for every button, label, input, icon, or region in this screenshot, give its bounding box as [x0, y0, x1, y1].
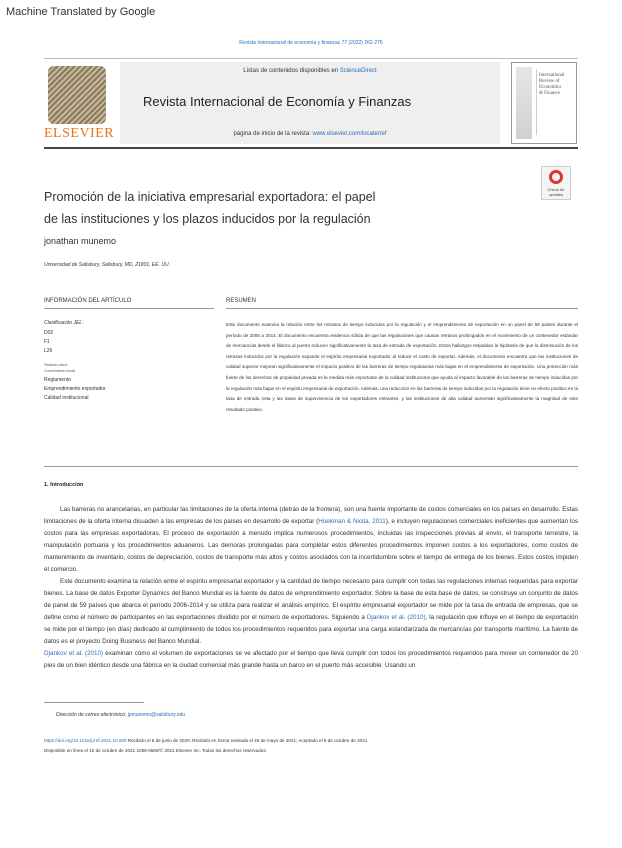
article-info-body	[44, 320, 214, 402]
paper-title	[44, 186, 484, 230]
intro-paragraph-1: Las barreras no arancelarias, en particular las limitaciones de la oferta interna (detrás de la frontera), son una fuente importante de costos comerciales en los países en desarrollo. Estas limitaciones de la oferta interna disuaden a las empresas de los países en desarrollo de exportar (Hoekman & Nicita, 2011), e incluyen regulaciones comerciales ineficientes que aumentan los costos para las empresas exportadoras. El proceso de exportación a menudo implica numerosos procedimientos, incluidas las inspecciones previas al envío, el transporte terrestre, la manipulación portuaria y los procedimientos aduaneros. Las demoras prolongadas para completar estos diferentes procedimientos imponen costos a los exportadores, como costos de mantenimiento de inventario, costos de depreciación, costos de transporte más altos y costos asociados con la incertidumbre sobre el tiempo de entrega de los bienes. Estos costos impiden el comercio.	[44, 506, 579, 573]
author-affiliation: Universidad de Salisbury, Salisbury, MD, 21801, EE. UU.	[44, 262, 170, 268]
cover-title-line: Economics	[539, 85, 562, 90]
abstract-heading: RESUMEN	[226, 298, 257, 304]
author-name: jonathan munemo	[44, 236, 117, 246]
cover-title-line: & Finance	[539, 91, 560, 96]
machine-translation-banner: Machine Translated by Google	[6, 6, 156, 18]
cover-title-line: International	[539, 73, 565, 78]
jel-label: Clasificación JEL:	[44, 320, 84, 326]
email-link[interactable]: jpmunemo@salisbury.edu	[127, 712, 186, 718]
introduction-body	[44, 504, 578, 672]
homepage-prefix: página de inicio de la revista:	[233, 131, 311, 137]
citation-link[interactable]: Djankov et al. (2010)	[366, 614, 426, 621]
paper-title-line: de las instituciones y los plazos inducidos por la regulación	[44, 212, 371, 226]
corresponding-email	[56, 712, 185, 718]
journal-cover-thumbnail	[511, 62, 577, 144]
doi-link[interactable]: https://doi.org/10.1016/j.iref.2021.10.009	[44, 738, 127, 743]
article-history	[44, 736, 374, 757]
intro-paragraph-3: Djankov et al. (2010) examinan cómo el volumen de exportaciones se ve afectado por el tiempo que lleva cumplir con todos los procedimientos requeridos para mover un contenedor de 20 pies de un bien idéntico desde una fábrica en la ciudad comercial más grande hasta un barco en el puerto más accesible. Usando un	[44, 650, 578, 669]
article-info-divider	[44, 308, 214, 309]
jel-code: F1	[44, 339, 50, 345]
email-label: Dirección de correo electrónico:	[56, 712, 127, 718]
homepage-link[interactable]: www.elsevier.com/locate/ref	[312, 131, 387, 137]
citation-link[interactable]: Hoekman & Nicita, 2011	[318, 518, 386, 525]
check-updates-label: Check for updates	[547, 187, 565, 197]
jel-code: L26	[44, 348, 53, 354]
publisher-logo	[44, 66, 115, 144]
keywords-label: Palabras clave:	[44, 363, 68, 367]
keyword: Calidad institucional	[44, 395, 89, 401]
citation-link[interactable]: Djankov et al. (2010)	[44, 650, 104, 657]
contents-availability	[120, 68, 500, 74]
article-info-heading: INFORMACIÓN DEL ARTÍCULO	[44, 298, 132, 304]
cover-panel	[536, 69, 573, 135]
article-dates: Recibido el 6 de junio de 2020; Recibido en forma revisada el 26 de mayo de 2021; Aceptado el 6 de octubre de 2021 Disponible en línea el 10 de octubre de 2021 1059-0560/© 2021 Elsevier Inc. Todos los derechos reservados.	[44, 738, 368, 754]
cover-title	[539, 73, 565, 97]
elsevier-tree-icon	[48, 66, 106, 124]
sciencedirect-link[interactable]: ScienceDirect	[339, 68, 377, 74]
contents-prefix: Listas de contenidos disponibles en	[243, 68, 339, 74]
jel-code: D02	[44, 330, 54, 336]
paper-title-line: Promoción de la iniciativa empresarial exportadora: el papel	[44, 190, 376, 204]
journal-reference[interactable]: Revista Internacional de economía y finanzas 77 (2022) 262-275	[239, 40, 383, 46]
cover-stripe	[516, 67, 532, 139]
check-for-updates-badge[interactable]	[541, 166, 571, 200]
keyword: Emprendimiento exportador	[44, 386, 106, 392]
footnote-divider	[44, 702, 144, 703]
introduction-heading: 1. Introducción	[44, 482, 84, 488]
front-matter-divider	[44, 466, 578, 467]
keywords-sublabel: Conocimiento inicial	[44, 369, 76, 373]
intro-paragraph-2: Este documento examina la relación entre el espíritu empresarial exportador y la cantidad de tiempo necesario para cumplir con todas las regulaciones internas requeridas para exportar bienes. La base de datos Exporter Dynamics del Banco Mundial es la fuente de datos de emprendimiento exportador. Sobre la base de esta base de datos, se construye un conjunto de datos de panel de 59 países que abarca el período 2006-2014 y se utiliza para realizar el análisis empírico. El espíritu empresarial exportador se mide por la tasa de entrada de empresas, que se define como el número de participantes en las exportaciones dividido por el número de exportadores. Siguiendo a Djankov et al. (2010), la regulación que influye en el tiempo de exportación se mide por el tiempo (en días) dedicado al cumplimiento de todos los procedimientos requeridos para exportar una carga estandarizada de mercancías por transporte marítimo. La fuente de datos es el proyecto Doing Business del Banco Mundial.	[44, 578, 578, 645]
check-updates-icon	[549, 170, 563, 184]
cover-title-line: Review of	[539, 79, 560, 84]
journal-title: Revista Internacional de Economía y Finanzas	[143, 94, 412, 109]
journal-homepage	[120, 131, 500, 137]
publisher-logo-text: ELSEVIER	[44, 126, 115, 141]
abstract-divider	[226, 308, 578, 309]
keyword: Reglamento	[44, 377, 71, 383]
abstract-text: Este documento examina la relación entre los retrasos de tiempo inducidos por la regulación y el emprendimiento de exportación en un panel de 59 países durante el período de 2006 a 2014. El documento encuentra evidencia sólida de que las regulaciones que causan retrasos prolongados en el movimiento de un contenedor estándar de mercancías desde el fábrica al puerto reducen significativamente la tasa de entrada de exportación. Estos hallazgos respaldan la hipótesis de que la disminución de los retrasos inducidos por la regulación expande el espíritu empresarial exportador al reducir el costo de exportar. Además, el documento encuentra que las instituciones de calidad superior mejoran significativamente el impacto positivo de las barreras de tiempo regulatorias más bajas en el emprendimiento de exportación. Una protección más fuerte de los derechos de propiedad privada es la medida más importante de la calidad institucional que ayuda al impacto favorable de las barreras de tiempo inducidas por la regulación más bajas en el espíritu empresarial de exportación. Además, una reducción en las barreras de tiempo inducidas por la regulación tiene un efecto positivo en la tasa de entrada neta y las tasas de supervivencia de los exportadores entrantes, y las instituciones de alta calidad aumentan significativamente la magnitud de este resultado positivo.	[226, 322, 578, 412]
